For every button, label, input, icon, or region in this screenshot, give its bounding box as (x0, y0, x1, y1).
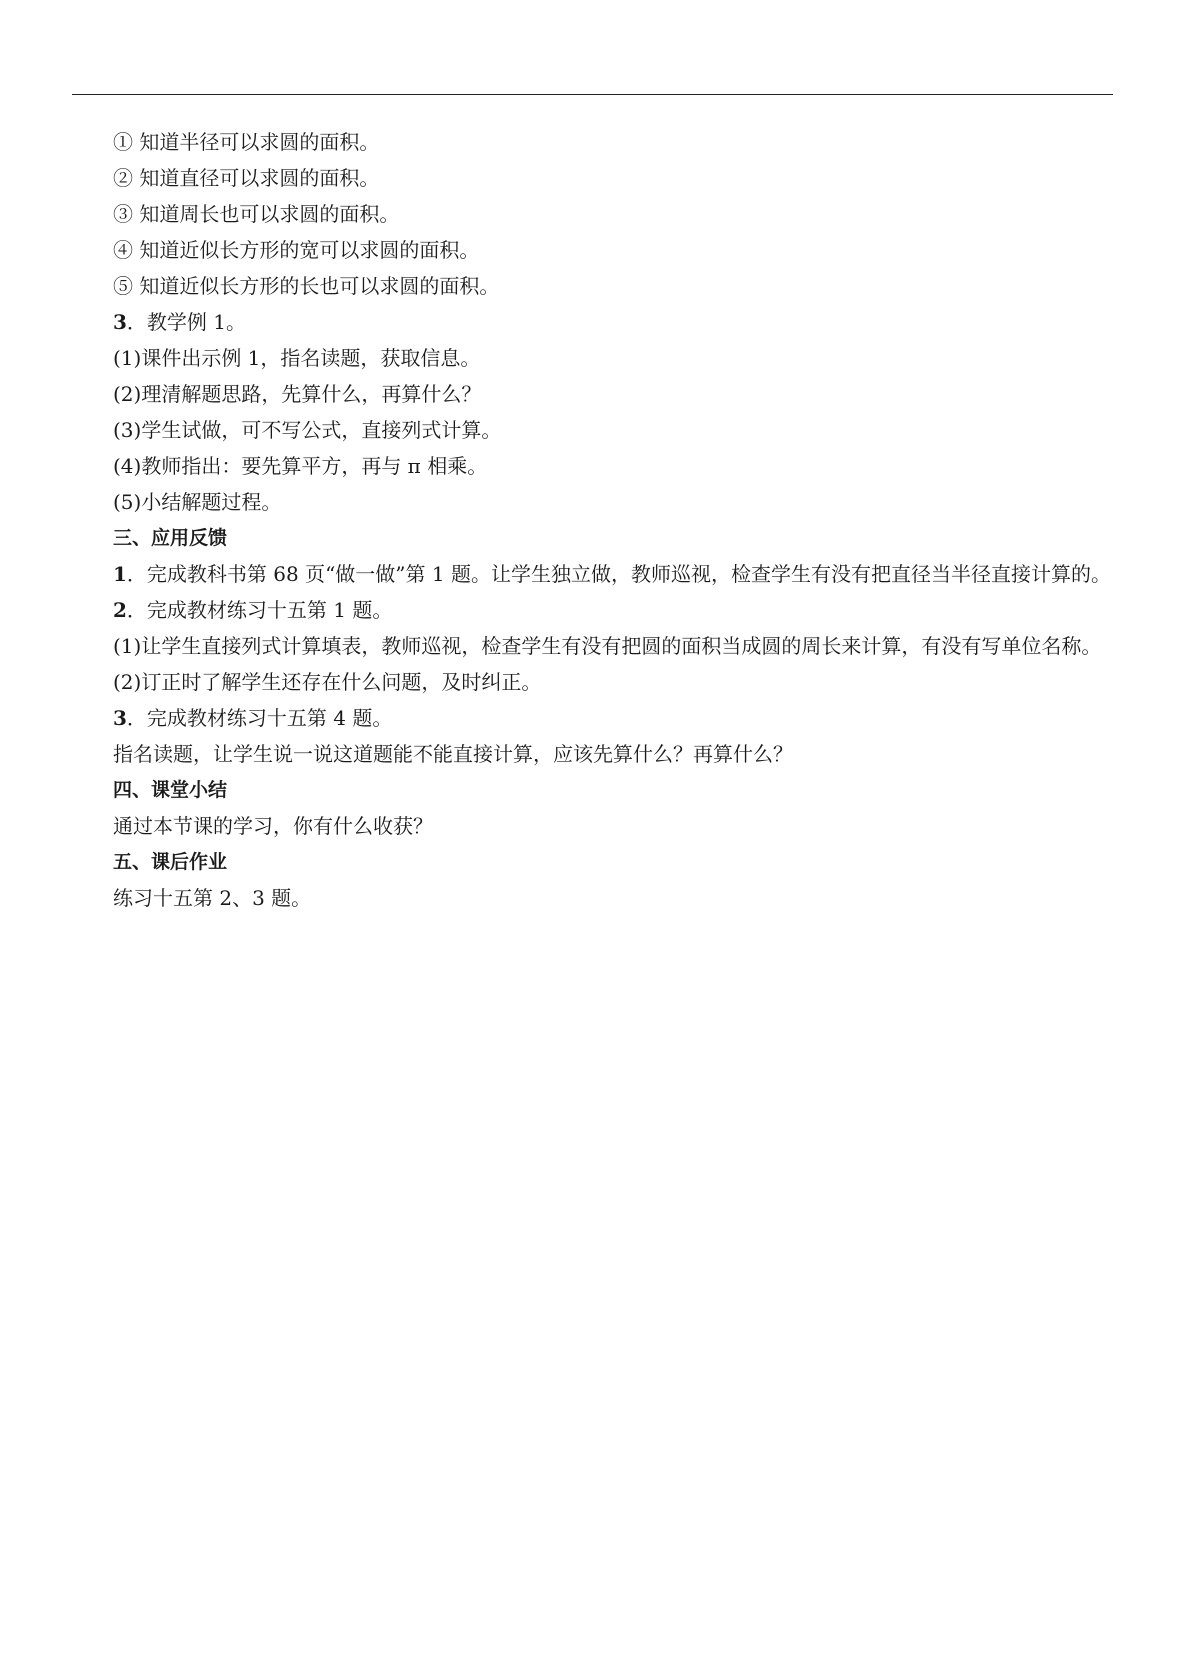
section-heading-homework: 五、课后作业 (113, 851, 228, 873)
paragraph-exercise-2a: (1)让学生直接列式计算填表，教师巡视，检查学生有没有把圆的面积当成圆的周长来计算，有没有写单位名称。 (113, 634, 1102, 658)
step-4: (4)教师指出：要先算平方，再与 π 相乘。 (113, 454, 488, 478)
paragraph-exercise-2 (72, 592, 1113, 628)
list-item-radius: ① 知道半径可以求圆的面积。 (113, 130, 380, 154)
item-number: 3 (113, 310, 127, 334)
item-text: ．完成教材练习十五第 4 题。 (126, 706, 393, 730)
list-item-circumference: ③ 知道周长也可以求圆的面积。 (113, 202, 400, 226)
item-number: 2 (113, 598, 127, 622)
step-1: (1)课件出示例 1，指名读题，获取信息。 (113, 346, 481, 370)
summary-text: 通过本节课的学习，你有什么收获？ (113, 814, 433, 838)
item-number: 3 (113, 706, 127, 730)
item-text: ．完成教材练习十五第 1 题。 (126, 598, 393, 622)
list-item-rect-width: ④ 知道近似长方形的宽可以求圆的面积。 (113, 238, 480, 262)
step-5: (5)小结解题过程。 (113, 490, 282, 514)
teach-example-line (72, 304, 1113, 340)
paragraph-exercise-1 (72, 556, 1113, 592)
paragraph-exercise-3a: 指名读题，让学生说一说这道题能不能直接计算，应该先算什么？再算什么？ (113, 742, 793, 766)
section-heading-application: 三、应用反馈 (113, 527, 228, 549)
list-item-diameter: ② 知道直径可以求圆的面积。 (113, 166, 380, 190)
section-heading-summary: 四、课堂小结 (113, 779, 228, 801)
homework-text: 练习十五第 2、3 题。 (113, 886, 312, 910)
paragraph-exercise-2b: (2)订正时了解学生还存在什么问题，及时纠正。 (113, 670, 542, 694)
list-item-rect-length: ⑤ 知道近似长方形的长也可以求圆的面积。 (113, 274, 500, 298)
step-3: (3)学生试做，可不写公式，直接列式计算。 (113, 418, 502, 442)
paragraph-exercise-3 (72, 700, 1113, 736)
step-2: (2)理清解题思路，先算什么，再算什么？ (113, 382, 482, 406)
item-text: ．完成教科书第 68 页“做一做”第 1 题。让学生独立做，教师巡视，检查学生有没有把直径当半径直接计算的。 (126, 562, 1111, 586)
header-rule (72, 94, 1113, 95)
document-body (72, 124, 1113, 916)
item-text: ．教学例 1。 (126, 310, 247, 334)
item-number: 1 (113, 562, 127, 586)
